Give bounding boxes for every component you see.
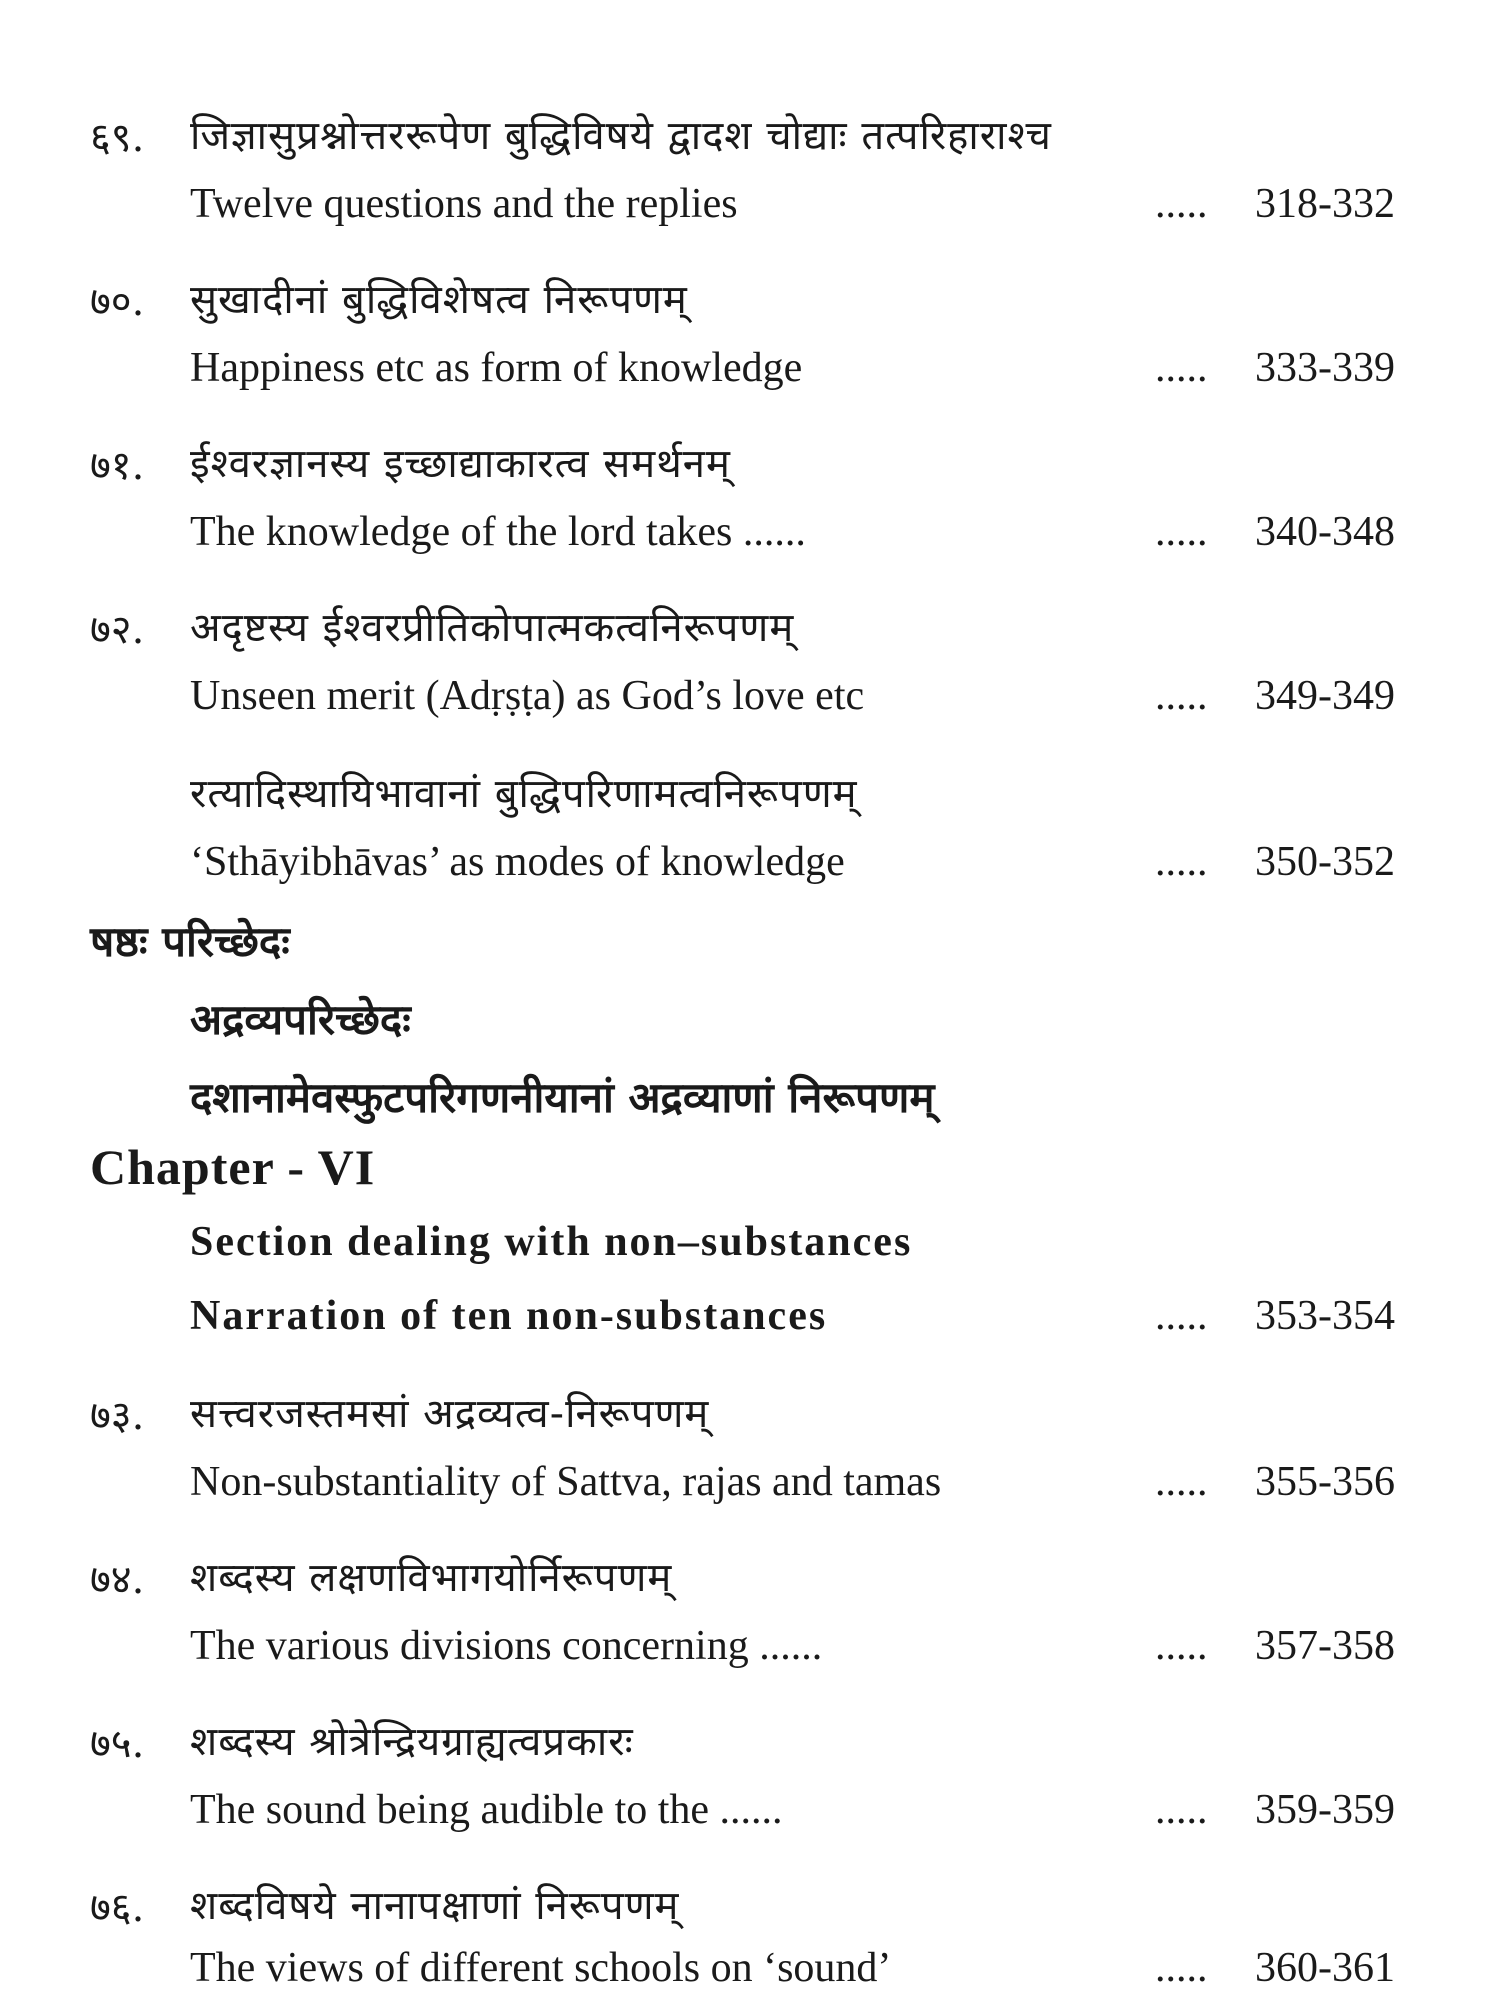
entry-number: ७४. bbox=[90, 1557, 145, 1603]
chapter-sanskrit-section: अद्रव्यपरिच्छेदः bbox=[190, 995, 411, 1044]
chapter-sanskrit-heading: षष्ठः परिच्छेदः bbox=[90, 917, 290, 966]
page-range: 357-358 bbox=[1255, 1623, 1395, 1669]
entry-sanskrit: ईश्वरज्ञानस्य इच्छाद्याकारत्व समर्थनम् bbox=[190, 441, 731, 487]
entry-english: The views of different schools on ‘sound’ bbox=[190, 1945, 892, 1991]
entry-english: ‘Sthāyibhāvas’ as modes of knowledge bbox=[190, 839, 845, 885]
page-range: 340-348 bbox=[1255, 509, 1395, 555]
entry-sanskrit: जिज्ञासुप्रश्नोत्तररूपेण बुद्धिविषये द्वादश चोद्याः तत्परिहाराश्च bbox=[190, 113, 1052, 159]
entry-english: The knowledge of the lord takes ...... bbox=[190, 509, 806, 555]
entry-number: ७१. bbox=[90, 443, 145, 489]
page-range: 350-352 bbox=[1255, 839, 1395, 885]
leader-dots: ..... bbox=[1155, 181, 1208, 227]
entry-english: The various divisions concerning ...... bbox=[190, 1623, 823, 1669]
leader-dots: ..... bbox=[1155, 1459, 1208, 1505]
leader-dots: ..... bbox=[1155, 1293, 1208, 1339]
entry-number: ७६. bbox=[90, 1885, 145, 1931]
entry-sanskrit: शब्दविषये नानापक्षाणां निरूपणम् bbox=[190, 1883, 680, 1929]
chapter-title: Chapter - VI bbox=[90, 1139, 376, 1195]
chapter-narration-english: Narration of ten non-substances bbox=[190, 1293, 828, 1339]
entry-number: ७३. bbox=[90, 1393, 145, 1439]
entry-english: Happiness etc as form of knowledge bbox=[190, 345, 803, 391]
entry-english: Non-substantiality of Sattva, rajas and tamas bbox=[190, 1459, 942, 1505]
entry-sanskrit: शब्दस्य लक्षणविभागयोर्निरूपणम् bbox=[190, 1555, 673, 1601]
leader-dots: ..... bbox=[1155, 1945, 1208, 1991]
page-range: 333-339 bbox=[1255, 345, 1395, 391]
entry-english: The sound being audible to the ...... bbox=[190, 1787, 783, 1833]
leader-dots: ..... bbox=[1155, 345, 1208, 391]
page-range: 359-359 bbox=[1255, 1787, 1395, 1833]
page-range: 349-349 bbox=[1255, 673, 1395, 719]
entry-number: ७२. bbox=[90, 607, 145, 653]
leader-dots: ..... bbox=[1155, 673, 1208, 719]
page-range: 360-361 bbox=[1255, 1945, 1395, 1991]
entry-english: Unseen merit (Adṛṣṭa) as God’s love etc bbox=[190, 673, 865, 719]
page-range: 353-354 bbox=[1255, 1293, 1395, 1339]
leader-dots: ..... bbox=[1155, 1623, 1208, 1669]
entry-sanskrit: रत्यादिस्थायिभावानां बुद्धिपरिणामत्वनिरूपणम् bbox=[190, 771, 858, 817]
chapter-section-english: Section dealing with non–substances bbox=[190, 1219, 913, 1265]
page-range: 355-356 bbox=[1255, 1459, 1395, 1505]
chapter-sanskrit-narration: दशानामेवस्फुटपरिगणनीयानां अद्रव्याणां निरूपणम् bbox=[190, 1073, 935, 1122]
entry-number: ७५. bbox=[90, 1721, 145, 1767]
entry-sanskrit: सुखादीनां बुद्धिविशेषत्व निरूपणम् bbox=[190, 277, 688, 323]
entry-sanskrit: सत्त्वरजस्तमसां अद्रव्यत्व-निरूपणम् bbox=[190, 1391, 710, 1437]
entry-number: ६९. bbox=[90, 115, 145, 161]
page-range: 318-332 bbox=[1255, 181, 1395, 227]
entry-sanskrit: अदृष्टस्य ईश्वरप्रीतिकोपात्मकत्वनिरूपणम् bbox=[190, 605, 795, 651]
leader-dots: ..... bbox=[1155, 509, 1208, 555]
entry-number: ७०. bbox=[90, 279, 145, 325]
entry-sanskrit: शब्दस्य श्रोत्रेन्द्रियग्राह्यत्वप्रकारः bbox=[190, 1719, 634, 1765]
entry-english: Twelve questions and the replies bbox=[190, 181, 738, 227]
leader-dots: ..... bbox=[1155, 1787, 1208, 1833]
leader-dots: ..... bbox=[1155, 839, 1208, 885]
